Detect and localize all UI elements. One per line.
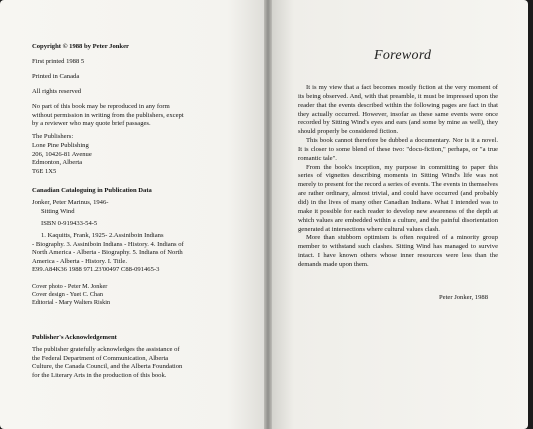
foreword-paragraph: This book cannot therefore be dubbed a documentary. Nor is it a novel. It is closer to some blend of these two: "docu-fiction," perhaps, or "a true romantic tale". [298,137,498,162]
credit-line: Cover photo - Peter M. Jonker [32,283,108,290]
book-gutter [264,0,272,429]
ack-line: the Federal Department of Communication, Alberta [32,354,169,362]
foreword-title: Foreword [374,48,432,63]
address-line: Edmonton, Alberta [32,159,83,167]
credit-line: Editorial - Mary Walters Riskin [32,299,111,307]
first-printed-line: First printed 1988 5 [32,58,85,65]
cip-subject-line: North America - Alberta - Biography. 5. Indians of North [32,249,183,257]
foreword-paragraph: More than stubborn optimism is often required of a minority group member to withstand such clashes. Sitting Wind has managed to survive intact. I have known others whose inner resources were less than the demands made upon them. [298,234,498,268]
printed-in-line: Printed in Canada [32,73,80,80]
foreword-paragraph: From the book's inception, my purpose in committing to paper this series of vignettes describing moments in Sitting Wind's life was not merely to present for the record a series of events. The events in themselves are rather ordinary, almost trivial, and could have occurred (and probably did) in the lives of many other Canadian Indians. What I intended was to make it possible for each reader to develop new awareness of the depth at which values are embedded within a culture, and the painful disorientation generated at intersections where cultural values clash. [298,163,498,233]
foreword-paragraph: It is my view that a fact becomes mostly fiction at the very moment of its being observed. And, with that preamble, it must be impressed upon the reader that the events described within the following pages are fact in that they actually occurred. However, insofar as these same events were once recorded by Sitting Wind's eyes and ears (and some by mine as well), they should properly be considered fiction. [298,84,498,136]
notice-line: without permission in writing from the publishers, except [32,111,184,119]
cip-subject-line: America - Alberta - History. I. Title. [32,257,127,265]
ack-line: Culture, the Canada Council, and the Alberta Foundation [32,363,183,371]
cip-subjects [32,232,184,275]
cip-subject-line: - Biography. 3. Assiniboin Indians - History. 4. Indians of [32,240,184,248]
ack-line: The publisher gratefully acknowledges the assistance of [32,346,180,353]
cip-isbn: ISBN 0-919433-54-5 [41,220,98,227]
cip-heading: Canadian Cataloguing in Publication Data [32,187,152,194]
address-line: Lone Pine Publishing [32,142,89,149]
credits [32,283,110,308]
publisher-address [32,142,92,176]
cip-author: Jonker, Peter Marinus, 1946- [32,199,109,206]
credit-line: Cover design - Yuet C. Chan [32,291,103,299]
acknowledgement-text [32,346,182,380]
copyright-line: Copyright © 1988 by Peter Jonker [32,43,129,50]
rights-line: All rights reserved [32,88,82,95]
acknowledgement-heading: Publisher's Acknowledgement [32,334,117,341]
notice-line: No part of this book may be reproduced in any form [32,103,170,110]
notice-line: by a reviewer who may quote brief passages. [32,120,151,128]
address-line: T6E 1X5 [32,167,57,175]
cip-subject-line: E99.A84K36 1988 971.23'00497 C88-091465-3 [32,266,160,274]
publishers-label: The Publishers: [32,133,74,140]
foreword-body [298,84,498,270]
cip-title: Sitting Wind [41,208,75,215]
foreword-signature: Peter Jonker, 1988 [439,294,488,301]
reproduction-notice [32,103,184,129]
address-line: 206, 10426-81 Avenue [32,150,92,158]
ack-line: for the Literary Arts in the production of this book. [32,371,167,379]
cip-subject-line: 1. Kaquitts, Frank, 1925- 2.Assiniboin Indians [41,232,164,239]
